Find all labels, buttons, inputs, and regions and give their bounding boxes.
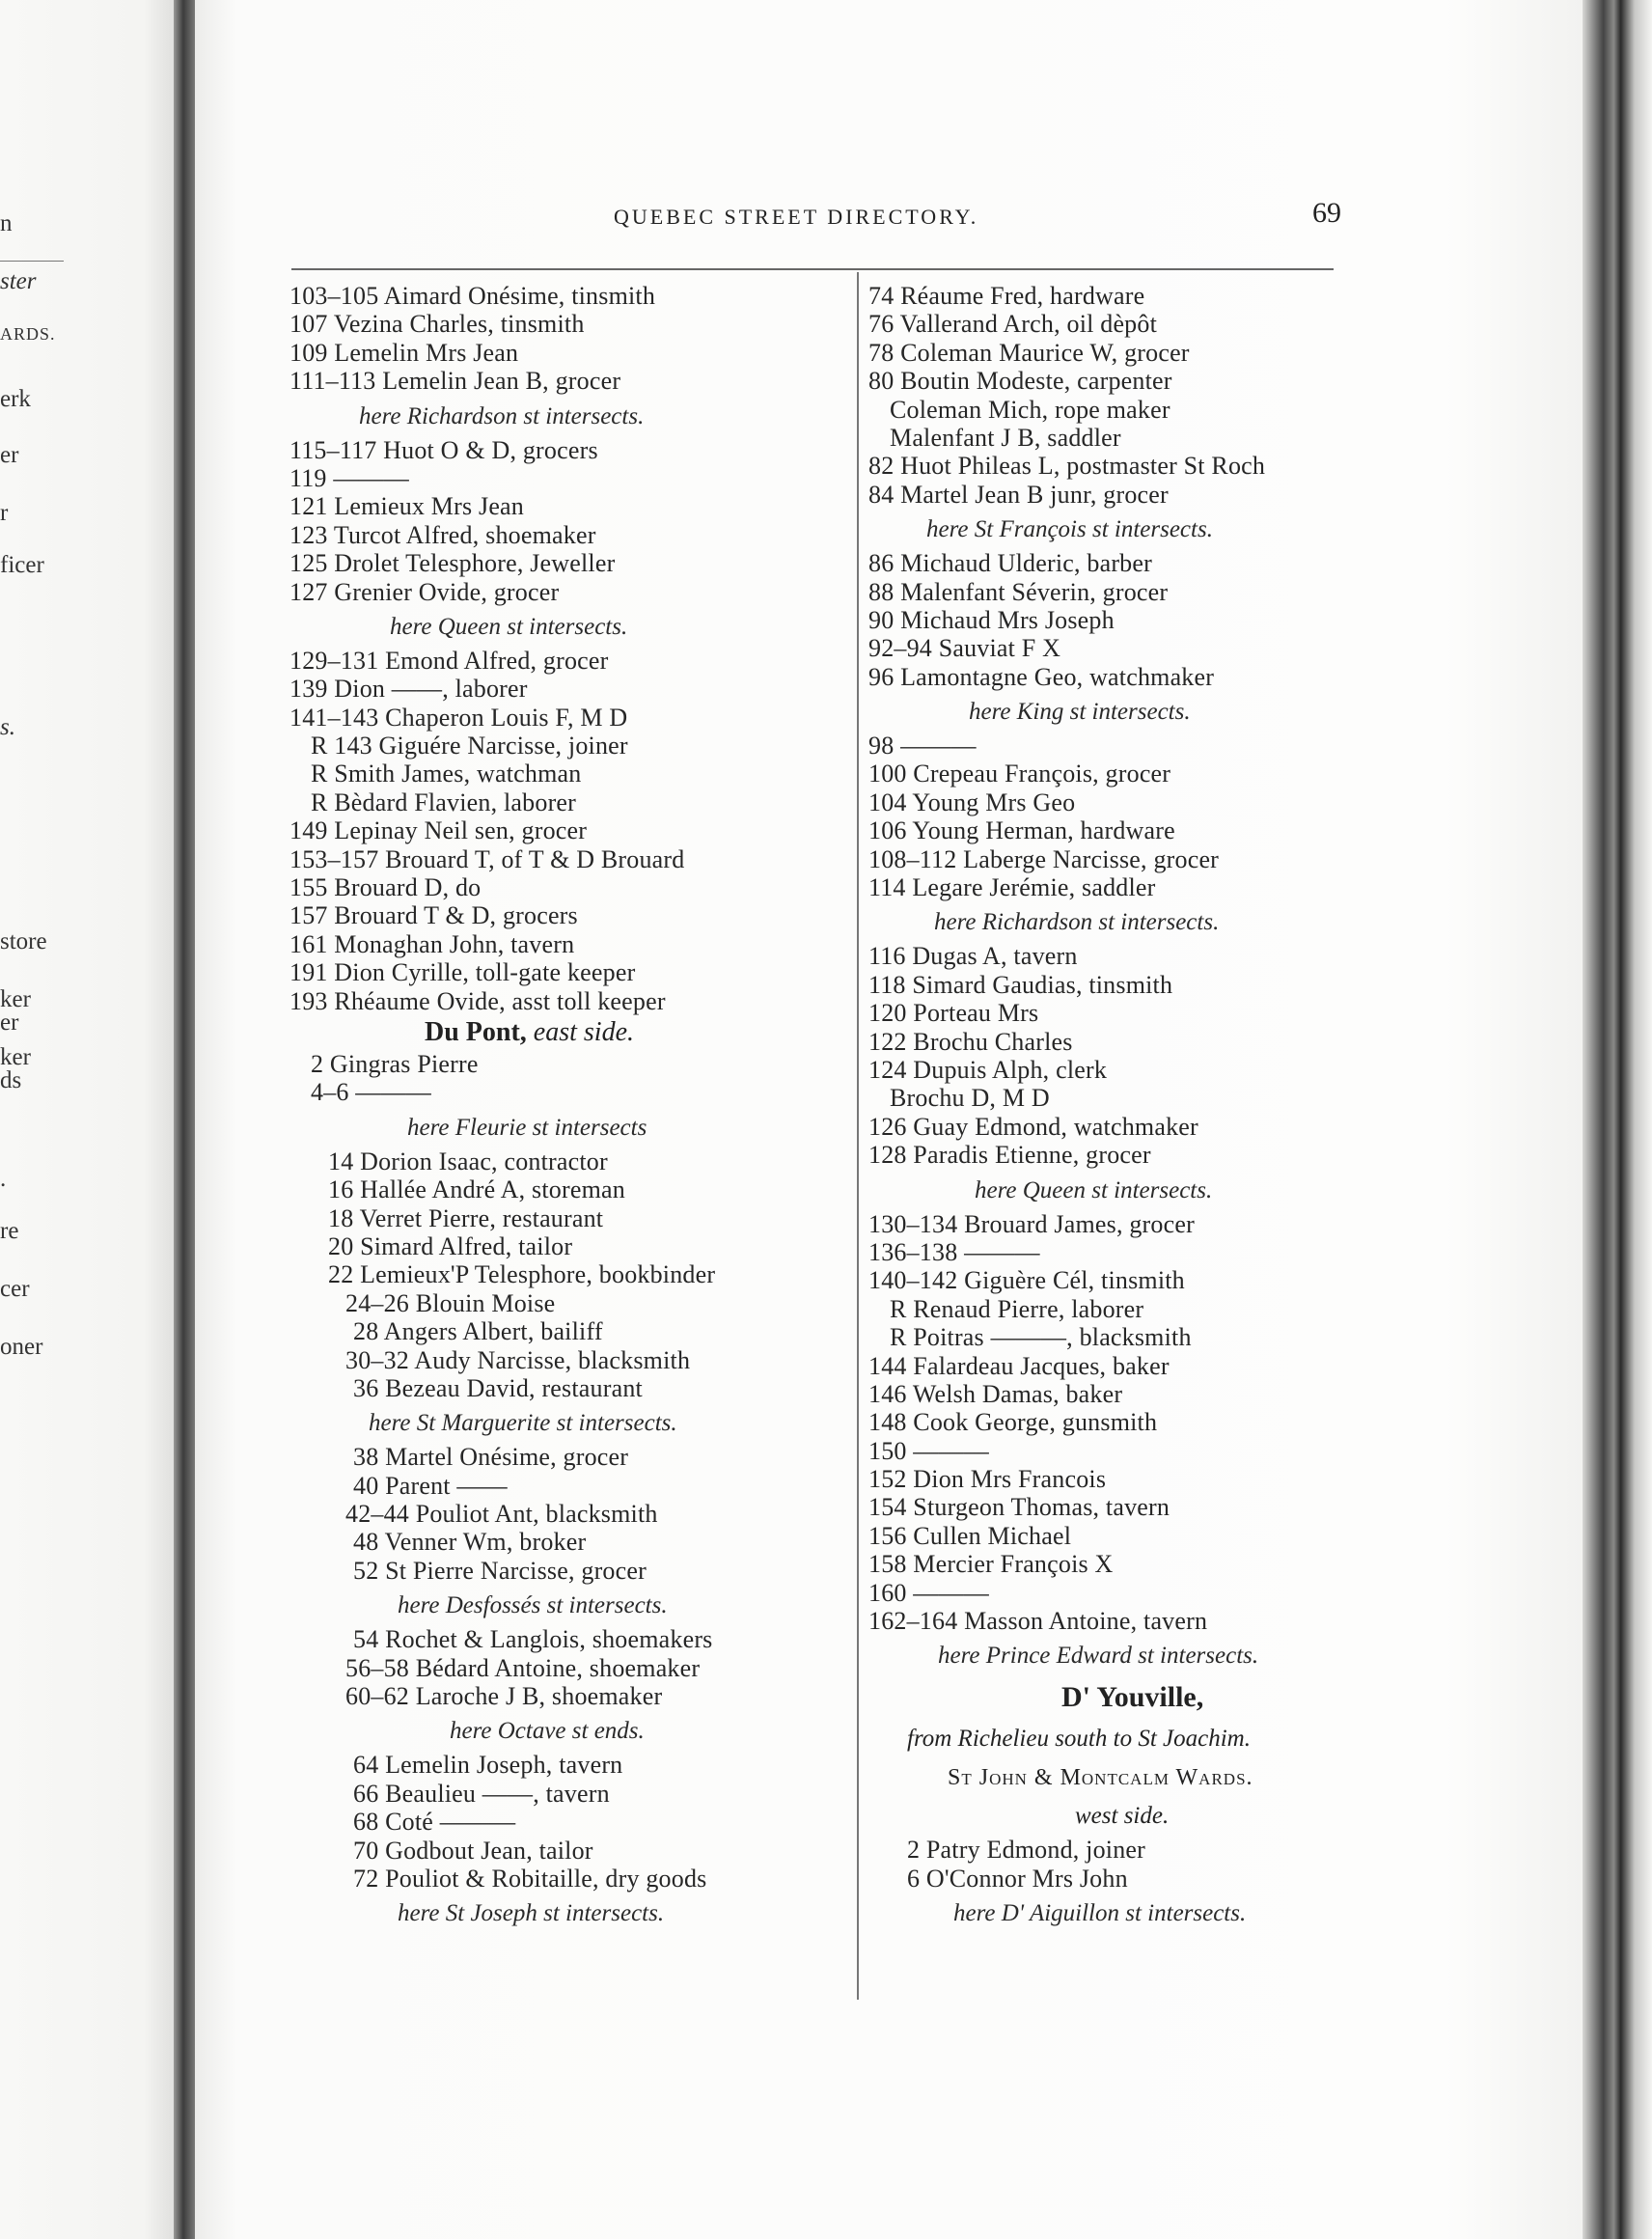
directory-entry: 104 Young Mrs Geo (868, 788, 1076, 816)
directory-entry: 156 Cullen Michael (868, 1521, 1072, 1550)
street-subheading: west side. (1075, 1803, 1170, 1830)
cross-street-note: here King st intersects. (969, 699, 1191, 726)
directory-entry: 16 Hallée André A, storeman (328, 1175, 625, 1204)
directory-entry: R Bèdard Flavien, laborer (311, 788, 577, 816)
directory-entry: 141–143 Chaperon Louis F, M D (289, 703, 628, 732)
directory-entry: Malenfant J B, saddler (890, 423, 1121, 452)
previous-page-fragment: ficer (0, 552, 44, 578)
street-side: east side. (526, 1016, 635, 1047)
directory-entry: 72 Pouliot & Robitaille, dry goods (353, 1864, 707, 1893)
directory-entry: 90 Michaud Mrs Joseph (868, 605, 1115, 634)
right-column (868, 282, 1390, 1933)
directory-entry: 64 Lemelin Joseph, tavern (353, 1751, 623, 1780)
cross-street-note: here Queen st intersects. (975, 1176, 1213, 1203)
directory-entry: 86 Michaud Ulderic, barber (868, 549, 1152, 578)
street-subheading: from Richelieu south to St Joachim. (907, 1726, 1251, 1753)
directory-entry: 20 Simard Alfred, tailor (328, 1231, 573, 1260)
directory-entry: 80 Boutin Modeste, carpenter (868, 367, 1172, 396)
directory-entry: 66 Beaulieu ——, tavern (353, 1779, 610, 1808)
directory-entry: 124 Dupuis Alph, clerk (868, 1055, 1108, 1084)
directory-entry: 139 Dion ——, laborer (289, 675, 528, 704)
directory-entry: 160 ——— (868, 1578, 989, 1607)
directory-entry: 127 Grenier Ovide, grocer (289, 577, 560, 606)
cross-street-note: here Richardson st intersects. (934, 909, 1220, 936)
street-heading: D' Youville, (1061, 1681, 1204, 1714)
previous-page-fragment: s. (0, 714, 15, 740)
directory-entry: 108–112 Laberge Narcisse, grocer (868, 844, 1220, 873)
cross-street-note: here Richardson st intersects. (359, 402, 645, 429)
running-head: QUEBEC STREET DIRECTORY. (614, 205, 979, 229)
previous-page-fragment: er (0, 442, 19, 468)
directory-entry: 144 Falardeau Jacques, baker (868, 1351, 1170, 1380)
directory-entry: 60–62 Laroche J B, shoemaker (345, 1682, 663, 1711)
directory-entry: R Smith James, watchman (311, 760, 582, 788)
directory-entry: 118 Simard Gaudias, tinsmith (868, 970, 1173, 999)
directory-entry: Brochu D, M D (890, 1084, 1050, 1113)
directory-entry: 100 Crepeau François, grocer (868, 760, 1171, 788)
previous-page-fragment: oner (0, 1334, 43, 1360)
page-block-edge (1583, 0, 1652, 2239)
directory-entry: 155 Brouard D, do (289, 873, 482, 902)
cross-street-note: here St François st intersects. (926, 516, 1213, 543)
directory-entry: 74 Réaume Fred, hardware (868, 282, 1145, 310)
cross-street-note: here Prince Edward st intersects. (938, 1643, 1259, 1670)
ward-heading: St John & Montcalm Wards. (948, 1765, 1253, 1791)
directory-entry: 4–6 ——— (311, 1078, 431, 1107)
directory-entry: 68 Coté ——— (353, 1808, 516, 1837)
directory-entry: 153–157 Brouard T, of T & D Brouard (289, 844, 685, 873)
directory-entry: 103–105 Aimard Onésime, tinsmith (289, 282, 656, 310)
directory-entry: 126 Guay Edmond, watchmaker (868, 1112, 1198, 1141)
directory-entry: 78 Coleman Maurice W, grocer (868, 338, 1190, 367)
directory-entry: 120 Porteau Mrs (868, 999, 1039, 1028)
directory-entry: 136–138 ——— (868, 1237, 1040, 1266)
cross-street-note: here St Joseph st intersects. (398, 1900, 665, 1927)
directory-entry: 148 Cook George, gunsmith (868, 1408, 1158, 1437)
previous-page-fragment: re (0, 1218, 19, 1244)
directory-entry: 84 Martel Jean B junr, grocer (868, 480, 1169, 509)
previous-page-fragment: n (0, 210, 13, 236)
directory-entry: 98 ——— (868, 732, 977, 760)
directory-entry: 111–113 Lemelin Jean B, grocer (289, 367, 621, 396)
directory-entry: 56–58 Bédard Antoine, shoemaker (345, 1653, 701, 1682)
page-number: 69 (1312, 197, 1341, 229)
directory-entry: 193 Rhéaume Ovide, asst toll keeper (289, 986, 666, 1015)
directory-entry: 115–117 Huot O & D, grocers (289, 435, 598, 464)
directory-entry: 38 Martel Onésime, grocer (353, 1443, 629, 1472)
directory-entry: 128 Paradis Etienne, grocer (868, 1141, 1151, 1170)
column-divider (857, 272, 859, 2000)
previous-page-fragment: er (0, 1009, 19, 1036)
directory-entry: R Poitras ———, blacksmith (890, 1323, 1192, 1352)
directory-entry: R Renaud Pierre, laborer (890, 1294, 1144, 1323)
directory-entry: 82 Huot Phileas L, postmaster St Roch (868, 452, 1266, 481)
directory-entry: 149 Lepinay Neil sen, grocer (289, 816, 588, 845)
previous-page-fragment: ker (0, 986, 31, 1012)
directory-entry: 18 Verret Pierre, restaurant (328, 1203, 604, 1232)
street-name: Du Pont, (425, 1016, 527, 1047)
directory-entry: 114 Legare Jerémie, saddler (868, 873, 1156, 902)
directory-entry: 161 Monaghan John, tavern (289, 929, 575, 958)
directory-entry: Coleman Mich, rope maker (890, 395, 1170, 424)
directory-entry: 52 St Pierre Narcisse, grocer (353, 1556, 647, 1585)
cross-street-note: here Octave st ends. (450, 1718, 645, 1745)
directory-entry: 48 Venner Wm, broker (353, 1528, 587, 1557)
directory-entry: 130–134 Brouard James, grocer (868, 1209, 1195, 1238)
directory-entry: 125 Drolet Telesphore, Jeweller (289, 549, 616, 578)
cross-street-note: here D' Aiguillon st intersects. (953, 1900, 1247, 1927)
directory-entry: 22 Lemieux'P Telesphore, bookbinder (328, 1260, 716, 1289)
previous-page-fragment: ker (0, 1044, 31, 1070)
directory-entry: 28 Angers Albert, bailiff (353, 1317, 603, 1346)
directory-entry: 96 Lamontagne Geo, watchmaker (868, 662, 1215, 691)
directory-entry: 152 Dion Mrs Francois (868, 1465, 1107, 1494)
previous-page-fragment: store (0, 928, 47, 954)
street-heading (289, 1015, 849, 1050)
directory-entry: 157 Brouard T & D, grocers (289, 901, 578, 930)
left-column (289, 282, 849, 1933)
previous-page-fragment: cer (0, 1276, 30, 1302)
header-rule (291, 268, 1334, 270)
directory-entry: 116 Dugas A, tavern (868, 942, 1078, 971)
previous-page-rule (0, 261, 64, 262)
directory-entry: 76 Vallerand Arch, oil dèpôt (868, 310, 1158, 339)
previous-page-fragment: erk (0, 386, 31, 412)
directory-entry: 6 O'Connor Mrs John (907, 1864, 1128, 1893)
directory-entry: 88 Malenfant Séverin, grocer (868, 577, 1169, 606)
directory-entry: 191 Dion Cyrille, toll-gate keeper (289, 958, 636, 987)
directory-entry: 154 Sturgeon Thomas, tavern (868, 1493, 1170, 1522)
previous-page-fragment: ds (0, 1067, 22, 1093)
directory-entry: 129–131 Emond Alfred, grocer (289, 646, 609, 675)
directory-entry: 107 Vezina Charles, tinsmith (289, 310, 585, 339)
directory-entry: 146 Welsh Damas, baker (868, 1379, 1123, 1408)
directory-entry: 158 Mercier François X (868, 1550, 1114, 1579)
previous-page-fragment: r (0, 500, 9, 526)
cross-street-note: here St Marguerite st intersects. (369, 1410, 677, 1437)
directory-entry: 2 Gingras Pierre (311, 1049, 479, 1078)
cross-street-note: here Queen st intersects. (390, 613, 628, 640)
directory-entry: 24–26 Blouin Moise (345, 1288, 556, 1317)
directory-entry: 70 Godbout Jean, tailor (353, 1836, 593, 1865)
book-gutter (174, 0, 195, 2239)
directory-entry: 106 Young Herman, hardware (868, 816, 1175, 845)
directory-entry: 40 Parent —— (353, 1471, 508, 1500)
directory-entry: 42–44 Pouliot Ant, blacksmith (345, 1500, 658, 1529)
directory-entry: 36 Bezeau David, restaurant (353, 1373, 643, 1402)
directory-entry: 119 ——— (289, 463, 409, 492)
previous-page-fragment: ster (0, 268, 37, 294)
directory-entry: 162–164 Masson Antoine, tavern (868, 1607, 1208, 1636)
directory-entry: 150 ——— (868, 1436, 989, 1465)
directory-entry: 2 Patry Edmond, joiner (907, 1836, 1146, 1865)
directory-entry: 123 Turcot Alfred, shoemaker (289, 520, 596, 549)
directory-entry: 92–94 Sauviat F X (868, 634, 1061, 663)
cross-street-note: here Fleurie st intersects (407, 1114, 647, 1141)
previous-page-fragment: . (0, 1166, 7, 1192)
directory-entry: 54 Rochet & Langlois, shoemakers (353, 1625, 713, 1654)
directory-entry: 109 Lemelin Mrs Jean (289, 338, 519, 367)
previous-page-fragment: ARDS. (0, 324, 56, 344)
cross-street-note: here Desfossés st intersects. (398, 1592, 668, 1619)
directory-entry: 121 Lemieux Mrs Jean (289, 492, 525, 521)
directory-entry: 122 Brochu Charles (868, 1027, 1073, 1056)
directory-entry: 30–32 Audy Narcisse, blacksmith (345, 1345, 691, 1374)
directory-entry: R 143 Giguére Narcisse, joiner (311, 732, 628, 760)
directory-entry: 140–142 Giguère Cél, tinsmith (868, 1266, 1185, 1295)
directory-entry: 14 Dorion Isaac, contractor (328, 1147, 608, 1175)
